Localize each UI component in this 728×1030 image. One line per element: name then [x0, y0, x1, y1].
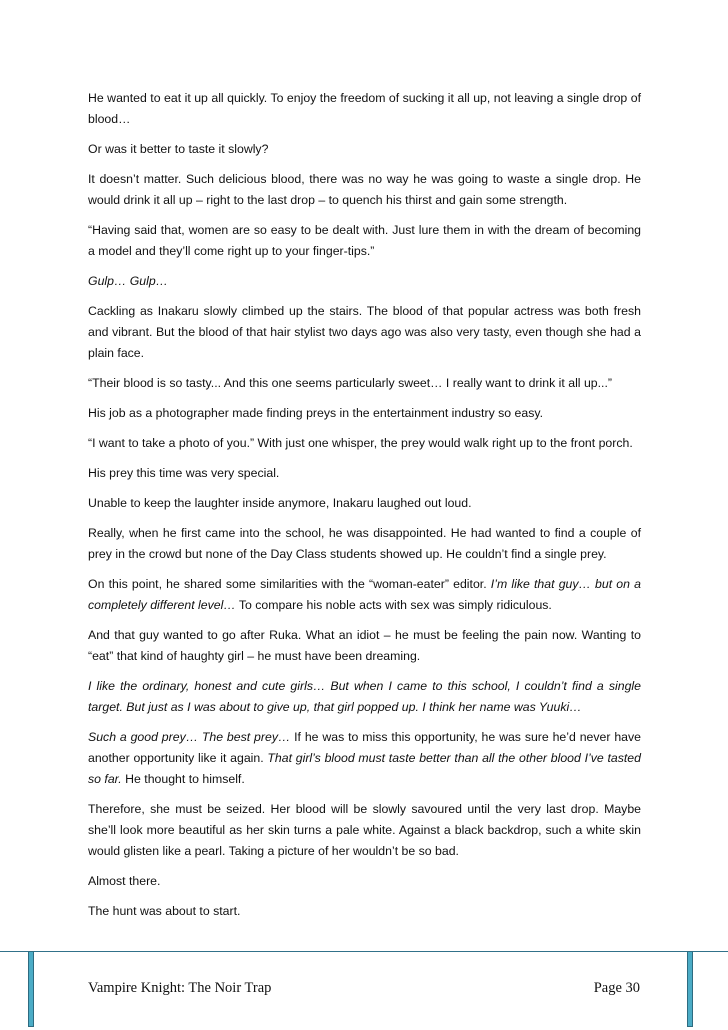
paragraph	[88, 625, 641, 667]
paragraph	[88, 523, 641, 565]
italic-text: I’m like that guy… but on a completely different level…	[88, 577, 641, 612]
footer-right-bar	[687, 951, 693, 1027]
paragraph	[88, 88, 641, 130]
paragraph	[88, 169, 641, 211]
text-run: Therefore, she must be seized. Her blood will be slowly savoured until the very last drop. Maybe she’ll look more beautiful as her skin turns a pale white. Against a black backdrop, such a white skin would glisten like a pearl. Taking a picture of her wouldn’t be so bad.	[88, 802, 641, 858]
text-run: And that guy wanted to go after Ruka. What an idiot – he must be feeling the pain now. Wanting to “eat” that kind of haughty girl – he must have been dreaming.	[88, 628, 641, 663]
text-run: Really, when he first came into the school, he was disappointed. He had wanted to find a couple of prey in the crowd but none of the Day Class students showed up. He couldn’t find a single prey.	[88, 526, 641, 561]
italic-text: Gulp… Gulp…	[88, 274, 168, 288]
text-run: “Having said that, women are so easy to be dealt with. Just lure them in with the dream of becoming a model and they’ll come right up to your finger-tips.”	[88, 223, 641, 258]
paragraph	[88, 433, 641, 454]
footer-divider	[0, 951, 728, 952]
paragraph	[88, 403, 641, 424]
paragraph	[88, 727, 641, 790]
text-run: If he was to miss this opportunity, he was sure he’d never have another opportunity like it again.	[88, 730, 641, 765]
text-run: Unable to keep the laughter inside anymore, Inakaru laughed out loud.	[88, 496, 472, 510]
text-run: Almost there.	[88, 874, 161, 888]
footer-title: Vampire Knight: The Noir Trap	[88, 980, 272, 996]
text-run: Cackling as Inakaru slowly climbed up the stairs. The blood of that popular actress was both fresh and vibrant. But the blood of that hair stylist two days ago was also very tasty, even though she had a plain face.	[88, 304, 641, 360]
paragraph	[88, 301, 641, 364]
paragraph	[88, 139, 641, 160]
text-run: He wanted to eat it up all quickly. To enjoy the freedom of sucking it all up, not leaving a single drop of blood…	[88, 91, 641, 126]
italic-text: I like the ordinary, honest and cute girls… But when I came to this school, I couldn’t find a single target. But just as I was about to give up, that girl popped up. I think her name was Yuuki…	[88, 679, 641, 714]
text-run: He thought to himself.	[121, 772, 245, 786]
paragraph	[88, 799, 641, 862]
paragraph	[88, 574, 641, 616]
page-number: Page 30	[593, 980, 640, 996]
paragraph	[88, 463, 641, 484]
text-run: To compare his noble acts with sex was simply ridiculous.	[235, 598, 552, 612]
text-run: Or was it better to taste it slowly?	[88, 142, 269, 156]
text-run: On this point, he shared some similarities with the “woman-eater” editor.	[88, 577, 491, 591]
paragraph	[88, 271, 641, 292]
paragraph	[88, 676, 641, 718]
italic-text: Such a good prey… The best prey…	[88, 730, 291, 744]
paragraph	[88, 220, 641, 262]
text-run: It doesn’t matter. Such delicious blood, there was no way he was going to waste a single drop. He would drink it all up – right to the last drop – to quench his thirst and gain some strength.	[88, 172, 641, 207]
text-run: “Their blood is so tasty... And this one seems particularly sweet… I really want to drink it all up...”	[88, 376, 612, 390]
text-run: His job as a photographer made finding preys in the entertainment industry so easy.	[88, 406, 544, 420]
text-run: His prey this time was very special.	[88, 466, 280, 480]
footer-left-bar	[28, 951, 34, 1027]
document-body	[88, 88, 641, 931]
text-run: “I want to take a photo of you.” With just one whisper, the prey would walk right up to the front porch.	[88, 436, 633, 450]
text-run: The hunt was about to start.	[88, 904, 241, 918]
paragraph	[88, 493, 641, 514]
paragraph	[88, 373, 641, 394]
paragraph	[88, 871, 641, 892]
italic-text: That girl’s blood must taste better than all the other blood I’ve tasted so far.	[88, 751, 641, 786]
paragraph	[88, 901, 641, 922]
